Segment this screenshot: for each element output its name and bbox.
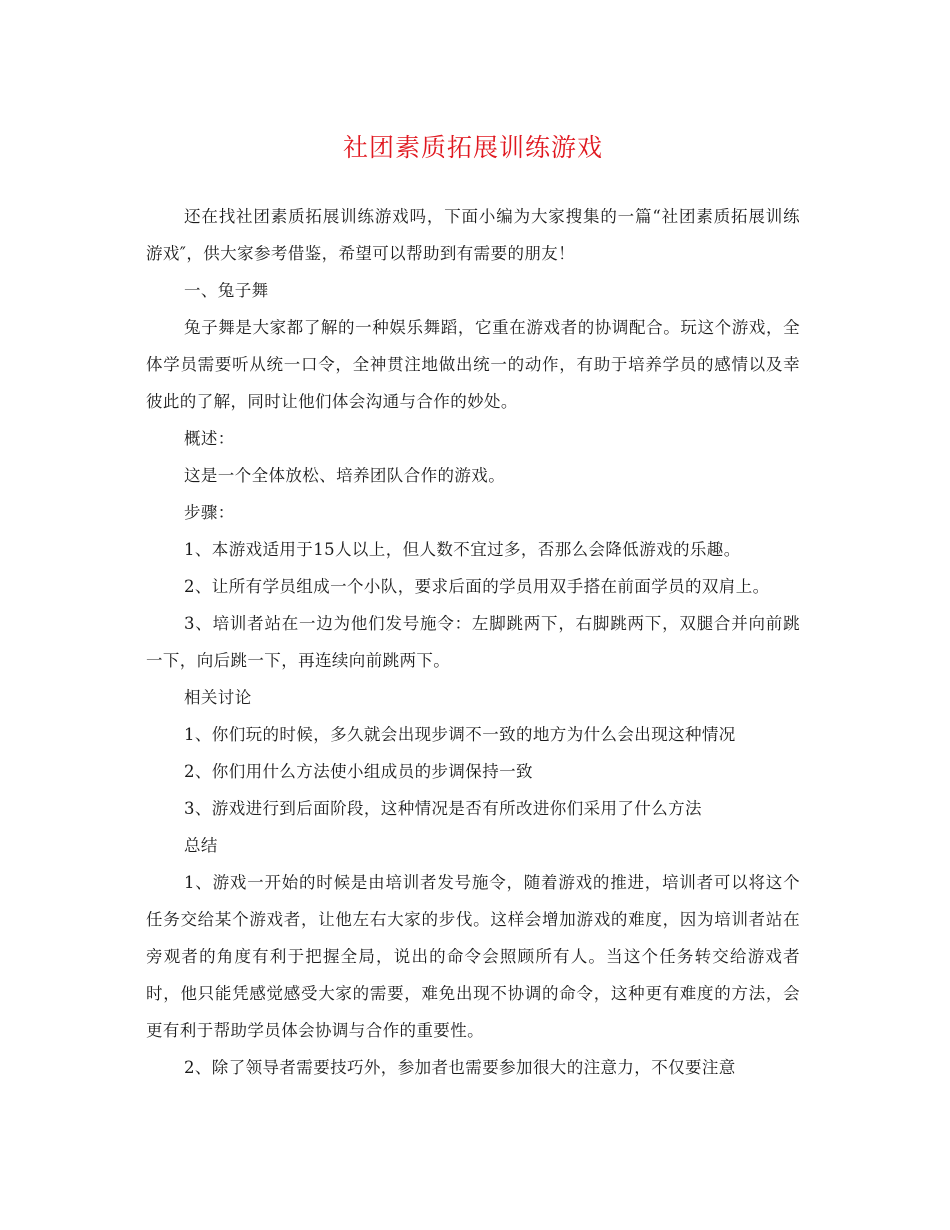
discussion-heading: 相关讨论 — [184, 688, 252, 707]
discussion-item-1: 1、你们玩的时候，多久就会出现步调不一致的地方为什么会出现这种情况 — [184, 725, 736, 744]
step-1: 1、本游戏适用于15人以上，但人数不宜过多，否那么会降低游戏的乐趣。 — [184, 540, 741, 559]
summary-heading: 总结 — [184, 836, 218, 855]
section-heading-rabbit-dance: 一、兔子舞 — [184, 281, 269, 300]
document-body — [146, 198, 800, 1086]
intro-paragraph: 还在找社团素质拓展训练游戏吗，下面小编为大家搜集的一篇“社团素质拓展训练游戏″，供大家参考借鉴，希望可以帮助到有需要的朋友！ — [146, 207, 800, 263]
document-title: 社团素质拓展训练游戏 — [342, 133, 603, 162]
discussion-item-3: 3、游戏进行到后面阶段，这种情况是否有所改进你们采用了什么方法 — [184, 799, 702, 818]
rabbit-dance-description: 兔子舞是大家都了解的一种娱乐舞蹈，它重在游戏者的协调配合。玩这个游戏，全体学员需要听从统一口令，全神贯注地做出统一的动作，有助于培养学员的感情以及幸彼此的了解，同时让他们体会沟通与合作的妙处。 — [146, 318, 800, 411]
step-2: 2、让所有学员组成一个小队，要求后面的学员用双手搭在前面学员的双肩上。 — [184, 577, 770, 596]
summary-item-1: 1、游戏一开始的时候是由培训者发号施令，随着游戏的推进，培训者可以将这个任务交给某个游戏者，让他左右大家的步伐。这样会增加游戏的难度，因为培训者站在旁观者的角度有利于把握全局，说出的命令会照顾所有人。当这个任务转交给游戏者时，他只能凭感觉感受大家的需要，难免出现不协调的命令，这种更有难度的方法，会更有利于帮助学员体会协调与合作的重要性。 — [146, 873, 800, 1040]
summary-item-2: 2、除了领导者需要技巧外，参加者也需要参加很大的注意力，不仅要注意 — [184, 1058, 736, 1077]
overview-heading: 概述： — [184, 429, 235, 448]
overview-text: 这是一个全体放松、培养团队合作的游戏。 — [184, 466, 506, 485]
step-3: 3、培训者站在一边为他们发号施令：左脚跳两下，右脚跳两下，双腿合并向前跳一下，向后跳一下，再连续向前跳两下。 — [146, 614, 800, 670]
steps-heading: 步骤： — [184, 503, 235, 522]
discussion-item-2: 2、你们用什么方法使小组成员的步调保持一致 — [184, 762, 533, 781]
